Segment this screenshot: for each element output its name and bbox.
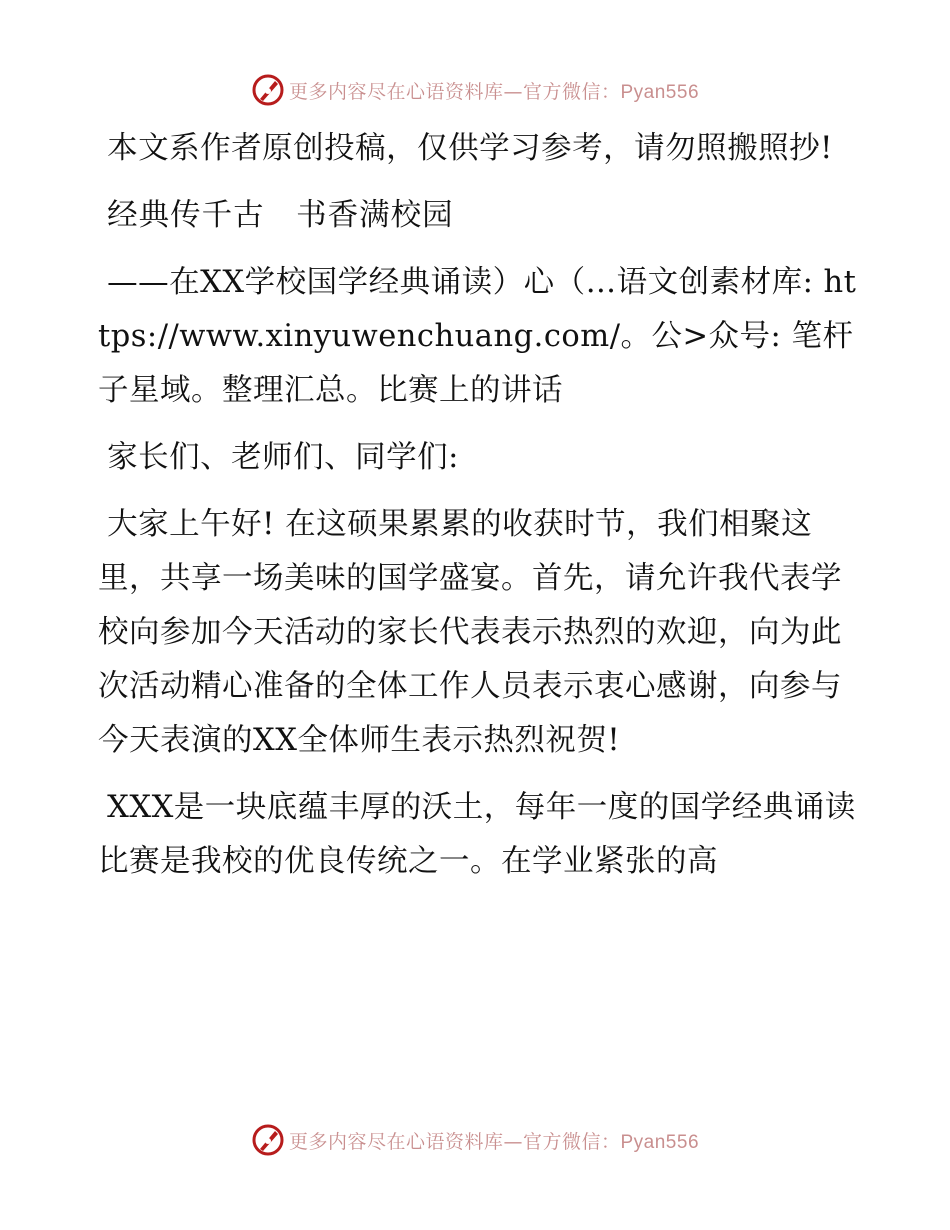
paragraph-1: 大家上午好! 在这硕果累累的收获时节，我们相聚这里，共享一场美味的国学盛宴。首先，请允许我代表学校向参加今天活动的家长代表表示热烈的欢迎，向为此次活动精心准备的全体工作人员表示衷心感谢，向参与今天表演的XX全体师生表示热烈祝贺!	[98, 507, 842, 758]
salutation: 家长们、老师们、同学们:	[107, 440, 459, 475]
footer-banner	[0, 1120, 950, 1160]
banner-text	[289, 77, 699, 104]
document-title: 经典传千古 书香满校园	[107, 198, 454, 233]
banner-label: 更多内容尽在心语资料库—官方微信：	[288, 1130, 621, 1153]
copyright-notice: 本文系作者原创投稿，仅供学习参考，请勿照搬照抄!	[107, 131, 833, 166]
quill-logo-icon	[251, 1123, 285, 1157]
quill-logo-icon	[251, 73, 285, 107]
paragraph-2: XXX是一块底蕴丰厚的沃土，每年一度的国学经典诵读比赛是我校的优良传统之一。在学业紧张的高	[98, 790, 856, 879]
header-banner	[0, 70, 950, 110]
banner-label: 更多内容尽在心语资料库—官方微信：	[288, 80, 621, 103]
banner-text	[289, 1127, 699, 1154]
wechat-id: Pyan556	[620, 81, 700, 103]
wechat-id: Pyan556	[620, 1131, 700, 1153]
document-body	[98, 122, 858, 902]
document-subtitle: ——在XX学校国学经典诵读）心（…语文创素材库: https://www.xinyuwenchuang.com/。公>众号: 笔杆子星域。整理汇总。比赛上的讲话	[98, 265, 857, 408]
